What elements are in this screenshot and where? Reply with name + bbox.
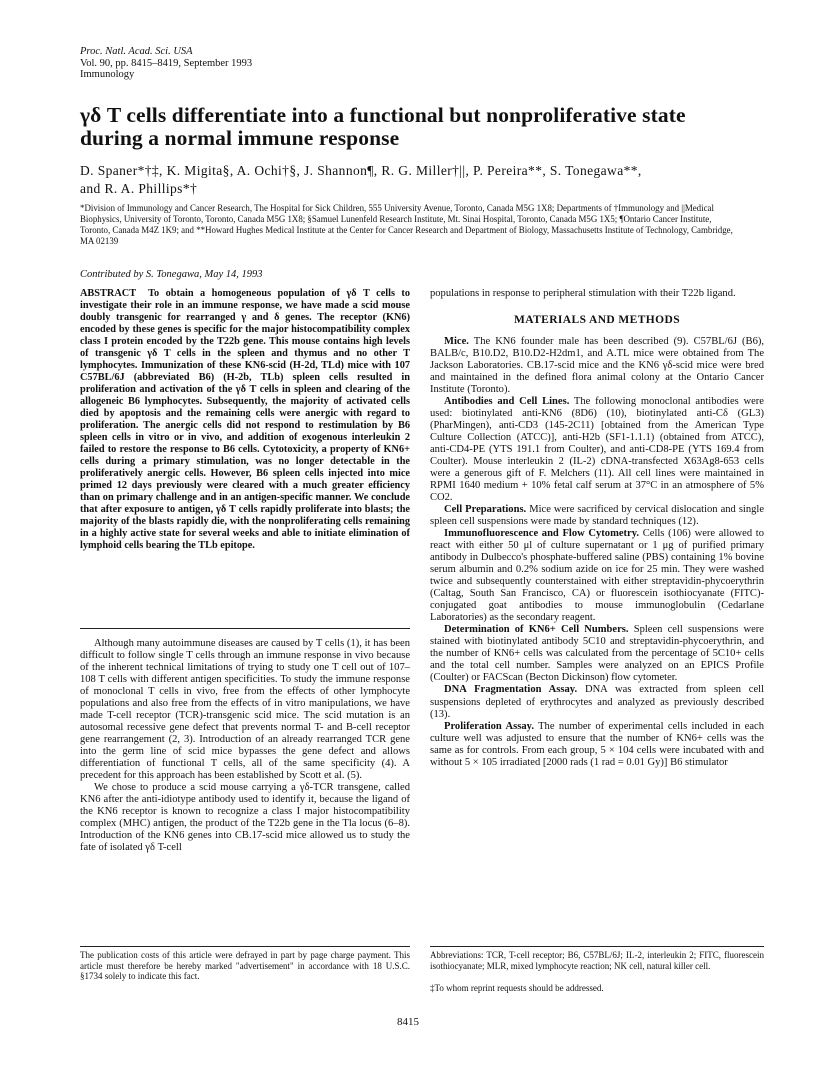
cellprep-text: Mice were sacrificed by cervical dislocation and single spleen cell suspensions were made by standard techniques (12). (430, 504, 765, 528)
authors-line-1: D. Spaner*†‡, K. Migita§, A. Ochi†§, J. Shannon¶, R. G. Miller†||, P. Pereira**, S. Tonegawa**, (80, 163, 642, 178)
journal-name: Proc. Natl. Acad. Sci. USA (80, 46, 193, 57)
section-heading-methods: MATERIALS AND METHODS (513, 314, 680, 327)
abstract-divider (80, 628, 410, 629)
kn6-paragraph (430, 624, 764, 684)
prolif-text: The number of experimental cells included in each culture well was adjusted to ensure that the number of KN6+ cells was the same as for controls. From each group, 5 × 104 cells were incubated with and without 5 × 105 irradiated [2000 rads (1 rad = 0.01 Gy)] B6 stimulator (430, 720, 764, 768)
kn6-text: Spleen cell suspensions were stained with biotinylated antibody 5C10 and streptavidin-phycoerythrin, and the number of KN6+ cells was calculated from the percentage of 5C10+ cells and the total cell number. Samples were analyzed on an EPICS Profile (Coulter) or FACScan (Becton Dickinson) flow cytometer. (430, 624, 764, 684)
mice-paragraph (430, 336, 764, 396)
publication-cost-note: The publication costs of this article were defrayed in part by page charge payment. This article must therefore be hereby marked "advertisement" in accordance with 18 U.S.C. §1734 solely to indicate this fact. (80, 950, 410, 981)
footnote-divider-right (430, 946, 764, 947)
authors-line-2: and R. A. Phillips*† (80, 180, 198, 196)
immuno-paragraph (430, 528, 764, 624)
footnote-divider-left (80, 946, 410, 947)
reprint-note: ‡To whom reprint requests should be addressed. (430, 983, 604, 993)
article-title: γδ T cells differentiate into a functional but nonproliferative state during a normal immune response (80, 103, 686, 150)
dna-label: DNA Fragmentation Assay. (444, 684, 578, 696)
antibodies-label: Antibodies and Cell Lines. (444, 396, 570, 408)
intro-paragraph-2: We chose to produce a scid mouse carrying a γδ-TCR transgene, called KN6 after the anti-idiotype antibody used to identify it, because the ligand of the KN6 receptor is known to recognize a class I major histocompatibility complex (MHC) antigen, the product of the T22b gene in the Tla locus (6–8). Introduction of the KN6 genes into CB.17-scid mice allowed us to study the fate of isolated γδ T-cell (80, 782, 410, 854)
antibodies-text: The following monoclonal antibodies were used: biotinylated anti-KN6 (8D6) (10), biotinylated anti-Cδ (GL3) (PharMingen), anti-CD3 (145-2C11) [obtained from the American Type Culture Collection (ATCC)], anti-H2b (SF1-1.1.1) (obtained from ATCC), anti-CD4-PE (YTS 191.1 from Coulter), and anti-CD8-PE (YTS 169.4 from Coulter). Mouse interleukin 2 (IL-2) cDNA-transfected X63Ag8-653 cells were a generous gift of F. Melchers (11). All cell lines were maintained in RPMI 1640 medium + 10% fetal calf serum at 37°C in an atmosphere of 5% CO2. (430, 396, 764, 504)
authors (80, 162, 740, 197)
immuno-text: Cells (106) were allowed to react with either 50 μl of culture supernatant or 1 μg of purified primary antibody in Dulbecco's phosphate-buffered saline (PBS) containing 1% bovine serum albumin and 0.2% sodium azide on ice for 25 min. They were washed twice and subsequently counterstained with either streptavidin-phycoerythrin (Caltag, South San Francisco, CA) or fluorescein isothiocyanate (FITC)-conjugated goat antibodies to mouse immunoglobulin (Cedarlane Laboratories) as the secondary reagent. (430, 528, 764, 624)
abstract-text: To obtain a homogeneous population of γδ T cells to investigate their role in an immune response, we have made a scid mouse doubly transgenic for rearranged γ and δ genes. The receptor (KN6) encoded by these genes is specific for the major histocompatibility complex class I protein encoded by the T22b gene. This mouse contains high levels of transgenic γδ T cells in the spleen and thymus and no other T lymphocytes. Immunization of these KN6-scid (H-2d, TLd) mice with 107 C57BL/6J (abbreviated B6) (H-2b, TLb) spleen cells resulted in proliferation and activation of the γδ T cells in spleen and clearing of the allogeneic B6 lymphocytes. Subsequently, the majority of activated cells died by apoptosis and the remaining cells were anergic with regard to proliferation. The anergic cells did not respond to restimulation by B6 spleen cells in vitro or in vivo, and addition of exogenous interleukin 2 failed to restore the response to B6 cells. Cytotoxicity, a property of KN6+ cells during a primary stimulation, was no longer detectable in the proliferatively anergic cells. However, B6 spleen cells injected into mice primed 12 days previously were cleared with a much greater efficiency than on primary challenge and in an antigen-specific manner. We conclude that after exposure to antigen, γδ T cells rapidly proliferate into blasts; the majority of the blasts rapidly die, with the nonproliferating cells remaining in a highly active state for several weeks and able to initiate elimination of lymphoid cells bearing the TLb epitope. (80, 288, 410, 552)
section-name: Immunology (80, 69, 135, 80)
abbreviations-note: Abbreviations: TCR, T-cell receptor; B6, C57BL/6J; IL-2, interleukin 2; FITC, fluorescein isothiocyanate; MLR, mixed lymphocyte reaction; NK cell, natural killer cell. (430, 950, 764, 971)
abstract (80, 288, 410, 552)
contributed-by: Contributed by S. Tonegawa, May 14, 1993 (80, 269, 263, 280)
affiliations: *Division of Immunology and Cancer Research, The Hospital for Sick Children, 555 University Avenue, Toronto, Canada M5G 1X8; Departments of †Immunology and ||Medical Biophysics, University of Toronto, Toronto, Canada M5G 1X8; §Samuel Lunenfeld Research Institute, Mt. Sinai Hospital, Toronto, Canada M5G 1X5; ¶Ontario Cancer Institute, Toronto, Canada M4Z 1K9; and **Howard Hughes Medical Institute at the Center for Cancer Research and Department of Biology, Massachusetts Institute of Technology, Cambridge, MA 02139 (80, 203, 733, 246)
kn6-label: Determination of KN6+ Cell Numbers. (444, 624, 629, 636)
immuno-label: Immunofluorescence and Flow Cytometry. (444, 528, 640, 540)
dna-paragraph (430, 684, 764, 720)
dna-text: DNA was extracted from spleen cell suspensions depleted of erythrocytes and analyzed as previously described (13). (430, 684, 765, 720)
page-number: 8415 (397, 1016, 419, 1028)
mice-text: The KN6 founder male has been described (9). C57BL/6J (B6), BALB/c, B10.D2, B10.D2-H2dm1, and A.TL mice were obtained from The Jackson Laboratories. CB.17-scid mice and the KN6 γδ-scid mice were bred and maintained in the defined flora animal colony at the Ontario Cancer Institute (Toronto). (430, 336, 764, 396)
abstract-label: ABSTRACT (80, 288, 137, 299)
prolif-label: Proliferation Assay. (444, 720, 534, 732)
right-column (430, 288, 764, 769)
journal-header (80, 46, 252, 81)
prolif-paragraph (430, 721, 764, 769)
volume-line: Vol. 90, pp. 8415–8419, September 1993 (80, 57, 253, 69)
cellprep-paragraph (430, 504, 764, 528)
intro-continuation: populations in response to peripheral stimulation with their T22b ligand. (430, 288, 736, 299)
mice-label: Mice. (444, 336, 469, 348)
cellprep-label: Cell Preparations. (444, 504, 527, 516)
introduction (80, 638, 410, 854)
antibodies-paragraph (430, 396, 764, 504)
intro-paragraph-1: Although many autoimmune diseases are caused by T cells (1), it has been difficult to follow single T cells through an immune response in vivo because of the inherent technical limitations of trying to study one T cell out of 107–108 T cells with different antigen specificities. To study the immune response of monoclonal T cells in vivo, free from the effects of other lymphocyte populations and also free from the effects of in vitro manipulations, we have made T-cell receptor (TCR)-transgenic scid mice. The scid mutation is an autosomal recessive gene defect that prevents normal T- and B-cell receptor gene rearrangement (2, 3). Introduction of an already rearranged TCR gene into the germ line of scid mice bypasses the gene defect and allows differentiation of functional T cells, all of the same specificity (4). A precedent for this approach has been established by Scott et al. (5). (80, 638, 410, 782)
